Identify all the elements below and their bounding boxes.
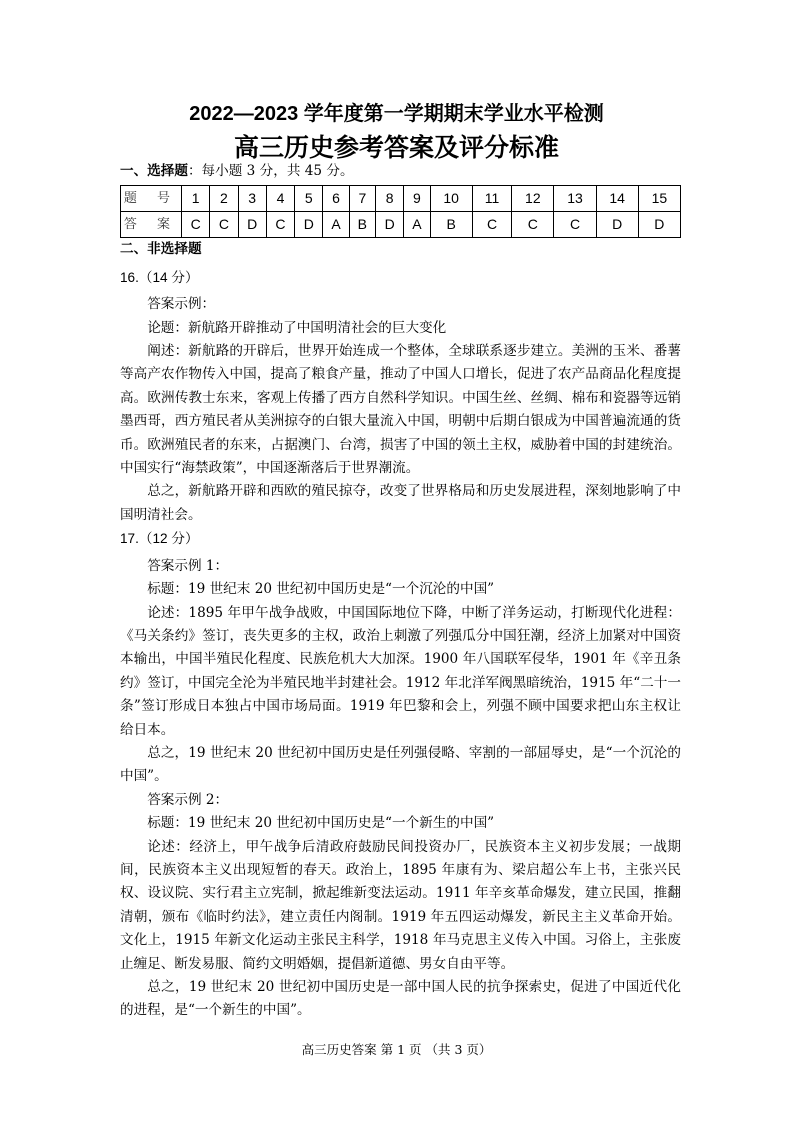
question-number-cell: 14	[596, 186, 638, 212]
question-number-cell: 1	[182, 186, 210, 212]
section-2-label: 二、非选择题	[120, 241, 202, 258]
q17-example2-label: 答案示例 2：	[147, 791, 229, 808]
q17-example1-conclusion: 总之，19 世纪末 20 世纪初中国历史是任列强侵略、宰割的一部屈辱史，是“一个沉沦的中国”。	[120, 744, 681, 785]
answer-table	[120, 185, 681, 238]
question-number-cell: 7	[349, 186, 375, 212]
answer-cell: D	[596, 212, 638, 238]
q16-conclusion: 总之，新航路开辟和西欧的殖民掠夺，改变了世界格局和历史发展进程，深刻地影响了中国明清社会。	[120, 483, 681, 523]
question-number-cell: 4	[266, 186, 294, 212]
section-1-label: 一、选择题	[120, 163, 188, 179]
section-2-heading	[120, 238, 681, 261]
question-number-cell: 10	[430, 186, 472, 212]
answer-cell: B	[430, 212, 472, 238]
answer-cell: D	[376, 212, 404, 238]
answer-cell: C	[210, 212, 238, 238]
question-number-cell: 9	[404, 186, 430, 212]
q17-heading: 17.（12 分）	[120, 531, 199, 547]
exam-title: 2022—2023 学年度第一学期期末学业水平检测	[189, 103, 604, 125]
answer-cell: B	[349, 212, 375, 238]
q17-example2-conclusion: 总之，19 世纪末 20 世纪初中国历史是一部中国人民的抗争探索史，促进了中国近代化的进程，是“一个新生的中国”。	[120, 979, 681, 1019]
answer-cell: C	[554, 212, 596, 238]
q17-example1-title: 标题：19 世纪末 20 世纪初中国历史是“一个沉沦的中国”	[147, 581, 495, 598]
question-number-cell: 11	[472, 186, 512, 212]
q17-example1-label: 答案示例 1：	[147, 557, 229, 574]
document-title: 高三历史参考答案及评分标准	[233, 134, 559, 162]
q16-example-label: 答案示例：	[147, 296, 216, 313]
answer-cell: D	[295, 212, 323, 238]
question-number-cell: 5	[295, 186, 323, 212]
question-number-cell: 3	[238, 186, 266, 212]
q17-example2-title: 标题：19 世纪末 20 世纪初中国历史是“一个新生的中国”	[147, 815, 495, 832]
answer-cell: D	[238, 212, 266, 238]
q16-thesis: 论题：新航路开辟推动了中国明清社会的巨大变化	[147, 319, 447, 336]
document-body	[120, 160, 681, 1023]
answer-cell: C	[266, 212, 294, 238]
answer-cell: C	[182, 212, 210, 238]
question-number-cell: 13	[554, 186, 596, 212]
q17-example1-body: 论述：1895 年甲午战争战败，中国国际地位下降，中断了洋务运动，打断现代化进程：《马关条约》签订，丧失更多的主权，政治上刺激了列强瓜分中国狂潮，经济上加紧对中国资本输出，中国半殖民化程度、民族危机大大加深。1900 年八国联军侵华，1901 年《辛丑条约》签订，中国完全沦为半殖民地半封建社会。1912 年北洋军阀黑暗统治，1915 年“二十一条”签订形成日本独占中国市场局面。1919 年巴黎和会上，列强不顾中国要求把山东主权让给日本。	[120, 604, 681, 738]
answer-cell: C	[472, 212, 512, 238]
answer-row	[121, 212, 681, 238]
q17-example2-body: 论述：经济上，甲午战争后清政府鼓励民间投资办厂，民族资本主义初步发展；一战期间，民族资本主义出现短暂的春天。政治上，1895 年康有为、梁启超公车上书，主张兴民权、设议院、实行君主立宪制，掀起维新变法运动。1911 年辛亥革命爆发，建立民国，推翻清朝，颁布《临时约法》，建立责任内阁制。1919 年五四运动爆发，新民主主义革命开始。文化上，1915 年新文化运动主张民主科学，1918 年马克思主义传入中国。习俗上，主张废止缠足、断发易服、简约文明婚姻，提倡新道德、男女自由平等。	[120, 838, 681, 972]
question-number-cell: 8	[376, 186, 404, 212]
question-number-cell: 15	[638, 186, 680, 212]
q16-heading: 16.（14 分）	[120, 269, 199, 285]
answer-cell: A	[404, 212, 430, 238]
question-row-header: 题 号	[121, 186, 182, 212]
section-1-heading	[120, 160, 681, 183]
answer-cell: A	[323, 212, 349, 238]
answer-row-header: 答 案	[121, 212, 182, 238]
answer-cell: C	[512, 212, 554, 238]
q16-elaboration: 阐述：新航路的开辟后，世界开始连成一个整体，全球联系逐步建立。美洲的玉米、番薯等高产农作物传入中国，提高了粮食产量，推动了中国人口增长，促进了农产品商品化程度提高。欧洲传教士东来，客观上传播了西方自然科学知识。中国生丝、丝绸、棉布和瓷器等远销墨西哥，西方殖民者从美洲掠夺的白银大量流入中国，明朝中后期白银成为中国普遍流通的货币。欧洲殖民者的东来，占据澳门、台湾，损害了中国的领土主权，威胁着中国的封建统治。中国实行“海禁政策”，中国逐渐落后于世界潮流。	[120, 343, 681, 477]
section-1-note: ：每小题 3 分，共 45 分。	[187, 163, 354, 179]
page-footer: 高三历史答案 第 1 页 （共 3 页）	[301, 1042, 492, 1057]
question-number-row	[121, 186, 681, 212]
question-number-cell: 6	[323, 186, 349, 212]
question-number-cell: 12	[512, 186, 554, 212]
question-number-cell: 2	[210, 186, 238, 212]
answer-cell: D	[638, 212, 680, 238]
